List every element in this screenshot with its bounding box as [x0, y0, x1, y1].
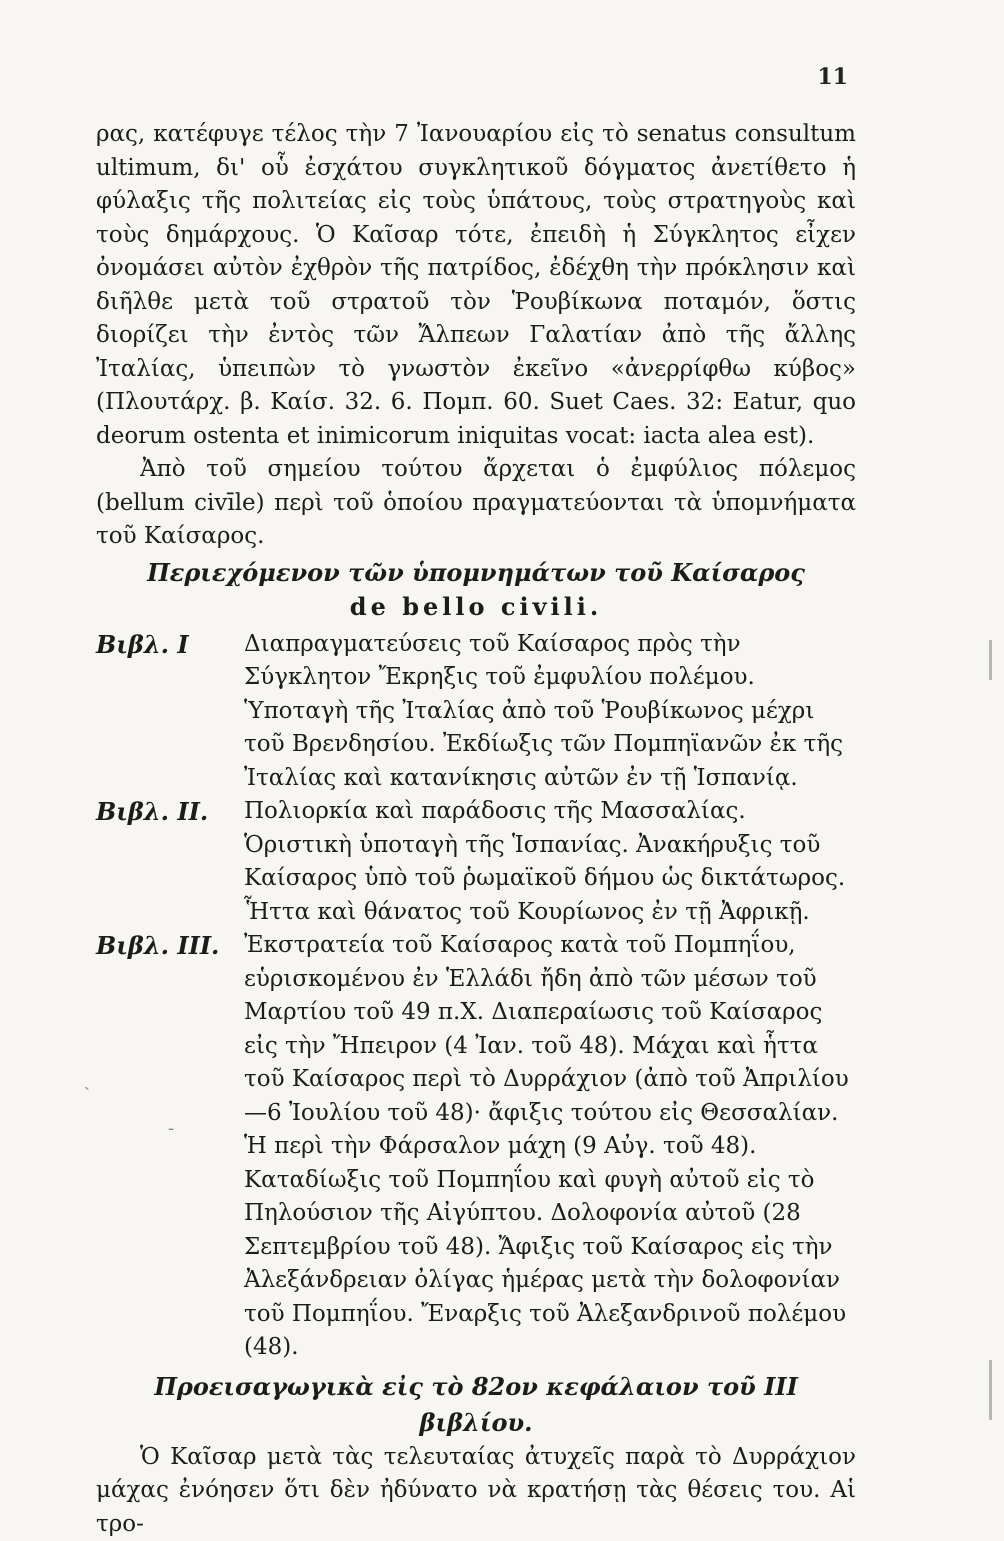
page-edge-mark — [989, 640, 992, 680]
section-heading-contents: Περιεχόμενον τῶν ὑπομνημάτων τοῦ Καίσαρος — [96, 556, 856, 590]
page-edge-mark — [989, 1360, 992, 1420]
book-summary: Πολιορκία καὶ παράδοσις τῆς Μασσαλίας. Ὁριστικὴ ὑποταγὴ τῆς Ἱσπανίας. Ἀνακήρυξις τοῦ Καίσαρος ὑπὸ τοῦ ῥωμαϊκοῦ δήμου ὡς δικτάτωρος. Ἧττα καὶ θάνατος τοῦ Κουρίωνος ἐν τῇ Ἀφρικῇ. — [244, 795, 856, 929]
book-entry-3 — [96, 929, 856, 1365]
margin-dash-mark: - — [168, 1118, 174, 1139]
book-summary: Διαπραγματεύσεις τοῦ Καίσαρος πρὸς τὴν Σύγκλητον Ἔκρηξις τοῦ ἐμφυλίου πολέμου. Ὑποταγὴ τῆς Ἰταλίας ἀπὸ τοῦ Ῥουβίκωνος μέχρι τοῦ Βρενδησίου. Ἐκδίωξις τῶν Πομπηϊανῶν ἐκ τῆς Ἰταλίας καὶ κατανίκησις αὐτῶν ἐν τῇ Ἱσπανίᾳ. — [244, 628, 856, 796]
book-label: Βιβλ. Ι — [96, 628, 244, 796]
paragraph-civil-war: Ἀπὸ τοῦ σημείου τούτου ἄρχεται ὁ ἐμφύλιος πόλεμος (bellum civīle) περὶ τοῦ ὁποίου πραγματεύονται τὰ ὑπομνήματα τοῦ Καίσαρος. — [96, 453, 856, 554]
paragraph-introduction: Ὁ Καῖσαρ μετὰ τὰς τελευταίας ἀτυχεῖς παρὰ τὸ Δυρράχιον μάχας ἐνόησεν ὅτι δὲν ἠδύνατο νὰ κρατήσῃ τὰς θέσεις του. Αἱ τρο- — [96, 1441, 856, 1541]
book-label: Βιβλ. ΙΙΙ. — [96, 929, 244, 1365]
book-summary: Ἐκστρατεία τοῦ Καίσαρος κατὰ τοῦ Πομπηΐου, εὑρισκομένου ἐν Ἑλλάδι ἤδη ἀπὸ τῶν μέσων τοῦ Μαρτίου τοῦ 49 π.Χ. Διαπεραίωσις τοῦ Καίσαρος εἰς τὴν Ἤπειρον (4 Ἰαν. τοῦ 48). Μάχαι καὶ ἧττα τοῦ Καίσαρος περὶ τὸ Δυρράχιον (ἀπὸ τοῦ Ἀπριλίου—6 Ἰουλίου τοῦ 48)· ἄφιξις τούτου εἰς Θεσσαλίαν. Ἡ περὶ τὴν Φάρσαλον μάχη (9 Αὐγ. τοῦ 48). Καταδίωξις τοῦ Πομπηΐου καὶ φυγὴ αὐτοῦ εἰς τὸ Πηλούσιον τῆς Αἰγύπτου. Δολοφονία αὐτοῦ (28 Σεπτεμβρίου τοῦ 48). Ἄφιξις τοῦ Καίσαρος εἰς τὴν Ἀλεξάνδρειαν ὀλίγας ἡμέρας μετὰ τὴν δολοφονίαν τοῦ Πομπηΐου. Ἔναρξις τοῦ Ἀλεξανδρινοῦ πολέμου (48). — [244, 929, 856, 1365]
section-subheading-bello-civili: de bello civili. — [96, 590, 856, 624]
paragraph-rubicon: ρας, κατέφυγε τέλος τὴν 7 Ἰανουαρίου εἰς τὸ senatus consultum ultimum, δι' οὗ ἐσχάτου συγκλητικοῦ δόγματος ἀνετίθετο ἡ φύλαξις τῆς πολιτείας εἰς τοὺς ὑπάτους, τοὺς στρατηγοὺς καὶ τοὺς δημάρχους. Ὁ Καῖσαρ τότε, ἐπειδὴ ἡ Σύγκλητος εἶχεν ὀνομάσει αὐτὸν ἐχθρὸν τῆς πατρίδος, ἐδέχθη τὴν πρόκλησιν καὶ διῆλθε μετὰ τοῦ στρατοῦ τὸν Ῥουβίκωνα ποταμόν, ὅστις διορίζει τὴν ἐντὸς τῶν Ἄλπεων Γαλατίαν ἀπὸ τῆς ἄλλης Ἰταλίας, ὑπειπὼν τὸ γνωστὸν ἐκεῖνο «ἀνερρίφθω κύβος» (Πλουτάρχ. β. Καίσ. 32. 6. Πομπ. 60. Suet Caes. 32: Eatur, quo deorum ostenta et inimicorum iniquitas vocat: iacta alea est). — [96, 118, 856, 453]
book-label: Βιβλ. ΙΙ. — [96, 795, 244, 929]
margin-mark: ˏ — [84, 1070, 90, 1091]
book-entry-2 — [96, 795, 856, 929]
page-body — [96, 118, 856, 1541]
page-number: 11 — [788, 64, 848, 90]
section-heading-introduction: Προεισαγωγικὰ εἰς τὸ 82ον κεφάλαιον τοῦ ΙΙΙ βιβλίου. — [96, 1369, 856, 1441]
book-entry-1 — [96, 628, 856, 796]
